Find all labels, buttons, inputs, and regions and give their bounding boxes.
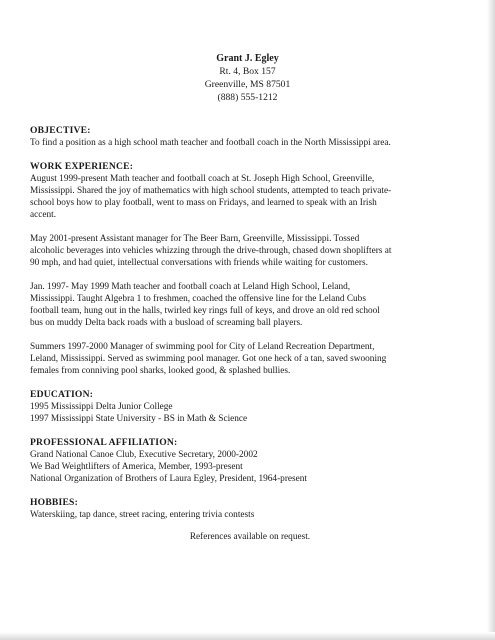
job-line: school boys how to play football, went to mass on Fridays, and learned to speak with an Irish: [30, 198, 377, 208]
affiliation-heading: PROFESSIONAL AFFILIATION:: [30, 437, 178, 448]
affiliation-item: National Organization of Brothers of Laura Egley, President, 1964-present: [30, 474, 308, 484]
job-entry: [30, 281, 470, 329]
address-line-2: Greenville, MS 87501: [204, 79, 291, 90]
page-shadow-bottom: [0, 632, 495, 640]
education-item: 1997 Mississippi State University - BS in Math & Science: [30, 414, 248, 424]
job-entry: [30, 341, 470, 377]
objective-heading: OBJECTIVE:: [30, 125, 91, 136]
hobbies-text: Waterskiing, tap dance, street racing, entering trivia contests: [30, 510, 255, 520]
contact-header: [0, 52, 495, 104]
job-line: Jan. 1997- May 1999 Math teacher and football coach at Leland High School, Leland,: [30, 282, 351, 292]
references-note: References available on request.: [189, 532, 311, 542]
hobbies-heading: HOBBIES:: [30, 497, 78, 508]
job-entry: [30, 173, 470, 221]
work-experience-heading: WORK EXPERIENCE:: [30, 161, 134, 172]
page-shadow-right: [487, 0, 495, 640]
job-line: May 2001-present Assistant manager for The Beer Barn, Greenville, Mississippi. Tossed: [30, 234, 360, 244]
affiliation-item: Grand National Canoe Club, Executive Secretary, 2000-2002: [30, 450, 258, 460]
education-heading: EDUCATION:: [30, 389, 94, 400]
job-line: 90 mph, and had quiet, intellectual conversations with friends while waiting for customers.: [30, 258, 368, 268]
address-line-1: Rt. 4, Box 157: [219, 66, 276, 77]
job-entry: [30, 233, 470, 269]
objective-text: To find a position as a high school math teacher and football coach in the North Mississippi area.: [30, 138, 391, 148]
education-item: 1995 Mississippi Delta Junior College: [30, 402, 173, 412]
job-line: females from conniving pool sharks, looked good, & splashed bullies.: [30, 366, 291, 376]
resume-body: [30, 125, 470, 543]
job-line: Summers 1997-2000 Manager of swimming pool for City of Leland Recreation Department,: [30, 342, 375, 352]
phone-number: (888) 555-1212: [217, 92, 278, 103]
affiliation-item: We Bad Weightlifters of America, Member, 1993-present: [30, 462, 243, 472]
job-line: accent.: [30, 210, 57, 220]
job-line: bus on muddy Delta back roads with a busload of screaming ball players.: [30, 318, 303, 328]
job-line: alcoholic beverages into vehicles whizzing through the drive-through, chased down shoplifters at: [30, 246, 392, 256]
job-line: August 1999-present Math teacher and football coach at St. Joseph High School, Greenville,: [30, 174, 375, 184]
job-line: Mississippi. Taught Algebra 1 to freshmen, coached the offensive line for the Leland Cubs: [30, 294, 366, 304]
job-line: Leland, Mississippi. Served as swimming pool manager. Got one heck of a tan, saved swooning: [30, 354, 387, 364]
job-line: Mississippi. Shared the joy of mathematics with high school students, attempted to teach private-: [30, 186, 392, 196]
applicant-name: Grant J. Egley: [216, 53, 279, 64]
job-line: football team, hung out in the halls, twirled key rings full of keys, and drove an old red school: [30, 306, 380, 316]
